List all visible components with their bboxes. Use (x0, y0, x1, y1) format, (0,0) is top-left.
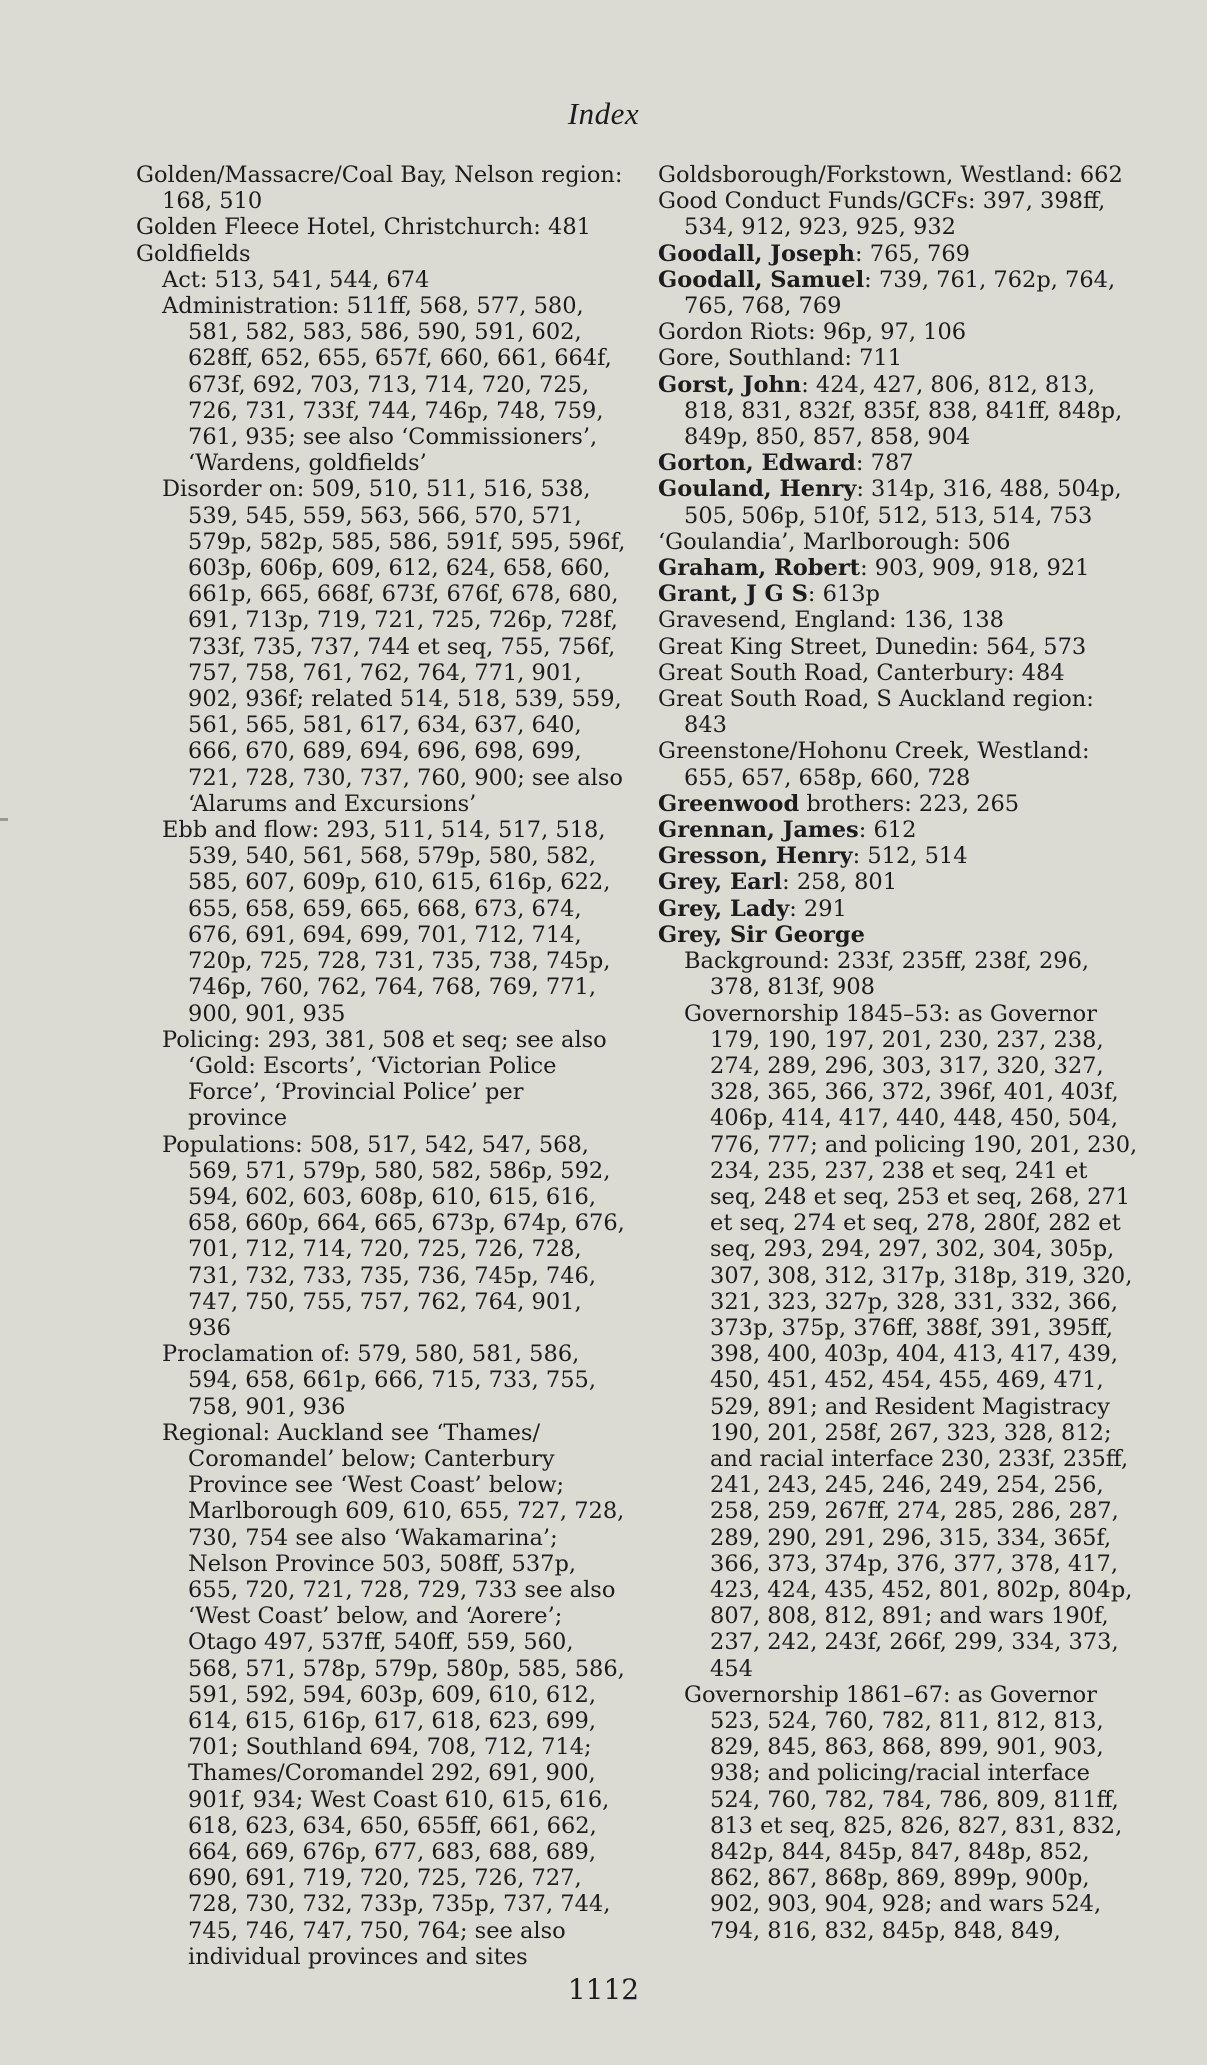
entry-text: Proclamation of: 579, 580, 581, 586, 594, 658, 661p, 666, 715, 733, 755, 758, 901, 936 (162, 1341, 596, 1420)
index-entry (658, 267, 1138, 319)
entry-name: Grant, J G S (658, 581, 808, 608)
page-title: Index (567, 96, 640, 131)
index-subentry (162, 1341, 626, 1420)
index-entry (658, 319, 1138, 345)
entry-text: Act: 513, 541, 544, 674 (162, 266, 430, 293)
entry-text: Great South Road, Canterbury: 484 (658, 659, 1065, 686)
index-subentry (162, 476, 626, 817)
index-subentry (162, 1132, 626, 1342)
entry-text: : 787 (855, 450, 914, 477)
entry-text: Great King Street, Dunedin: 564, 573 (658, 633, 1087, 660)
index-entry (658, 922, 1138, 948)
entry-name: Greenwood (658, 790, 800, 817)
index-entry (658, 791, 1138, 817)
entry-text: Great South Road, S Auckland region: 843 (658, 686, 1094, 739)
entry-text: : 512, 514 (852, 843, 968, 870)
index-entry (658, 607, 1138, 633)
entry-name: Gorton, Edward (658, 450, 856, 477)
index-subentry (684, 948, 1138, 1000)
index-entry (136, 162, 626, 214)
entry-name: Gorst, John (658, 371, 802, 398)
index-column-left (136, 162, 626, 1970)
index-entry (658, 738, 1138, 790)
entry-text: Gore, Southland: 711 (658, 345, 903, 372)
index-column-right (658, 162, 1138, 1944)
entry-name: Goodall, Joseph (658, 240, 856, 267)
entry-text: Governorship 1861–67: as Governor 523, 524, 760, 782, 811, 812, 813, 829, 845, 863, 868, 899, 901, 903, 938; and policing/racial interface 524, 760, 782, 784, 786, 809, 811ff, 813 et seq, 825, 826, 827, 831, 832, 842p, 844, 845p, 847, 848p, 852, 862, 867, 868p, 869, 899p, 900p, 902, 903, 904, 928; and wars 524, 794, 816, 832, 845p, 848, 849, (684, 1681, 1123, 1944)
index-entry (658, 869, 1138, 895)
entry-name: Grey, Sir George (658, 921, 865, 948)
entry-text: : 903, 909, 918, 921 (860, 555, 1090, 582)
index-subentry (162, 1420, 626, 1970)
entry-text: Disorder on: 509, 510, 511, 516, 538, 539, 545, 559, 563, 566, 570, 571, 579p, 582p, 585, 586, 591f, 595, 596f, 603p, 606p, 609, 612, 624, 658, 660, 661p, 665, 668f, 673f, 676f, 678, 680, 691, 713p, 719, 721, 725, 726p, 728f, 733f, 735, 737, 744 et seq, 755, 756f, 757, 758, 761, 762, 764, 771, 901, 902, 936f; related 514, 518, 539, 559, 561, 565, 581, 617, 634, 637, 640, 666, 670, 689, 694, 696, 698, 699, 721, 728, 730, 737, 760, 900; see also ‘Alarums and Excursions’ (162, 476, 626, 817)
index-entry (136, 214, 626, 240)
index-entry (658, 634, 1138, 660)
index-entry (658, 241, 1138, 267)
entry-text: Ebb and flow: 293, 511, 514, 517, 518, 539, 540, 561, 568, 579p, 580, 582, 585, 607, 609p, 610, 615, 616p, 622, 655, 658, 659, 665, 668, 673, 674, 676, 691, 694, 699, 701, 712, 714, 720p, 725, 728, 731, 735, 738, 745p, 746p, 760, 762, 764, 768, 769, 771, 900, 901, 935 (162, 817, 611, 1027)
entry-name: Grennan, James (658, 817, 859, 844)
entry-text: Golden/Massacre/Coal Bay, Nelson region: 168, 510 (136, 162, 623, 215)
index-entry (658, 817, 1138, 843)
index-entry (658, 529, 1138, 555)
entry-text: : 258, 801 (782, 869, 898, 896)
entry-text: ‘Goulandia’, Marlborough: 506 (658, 528, 1011, 555)
index-subentry (162, 267, 626, 293)
index-subentry (162, 817, 626, 1027)
entry-text: Gravesend, England: 136, 138 (658, 607, 1004, 634)
entry-name: Graham, Robert (658, 555, 861, 582)
index-entry (658, 686, 1138, 738)
entry-text: Policing: 293, 381, 508 et seq; see also ‘Gold: Escorts’, ‘Victorian Police Force’, ‘Provincial Police’ per province (162, 1026, 607, 1132)
entry-text: Goldsborough/Forkstown, Westland: 662 (658, 162, 1123, 188)
index-entry (658, 345, 1138, 371)
index-entry (658, 660, 1138, 686)
margin-mark (0, 818, 8, 821)
entry-text: : 291 (789, 895, 847, 922)
index-subentry (162, 1027, 626, 1132)
entry-text: : 424, 427, 806, 812, 813, 818, 831, 832f, 835f, 838, 841ff, 848p, 849p, 850, 857, 858, 904 (684, 371, 1123, 451)
index-subentry (684, 1001, 1138, 1682)
index-entry (658, 555, 1138, 581)
entry-name: Gouland, Henry (658, 476, 857, 503)
index-entry (658, 450, 1138, 476)
entry-text: brothers: 223, 265 (799, 790, 1020, 817)
entry-name: Goodall, Samuel (658, 266, 865, 293)
index-entry (658, 162, 1138, 188)
entry-name: Grey, Earl (658, 869, 783, 896)
entry-text: Background: 233f, 235ff, 238f, 296, 378, 813f, 908 (684, 948, 1090, 1001)
entry-text: : 612 (858, 817, 917, 844)
entry-text: Greenstone/Hohonu Creek, Westland: 655, 657, 658p, 660, 728 (658, 738, 1090, 791)
entry-text: Governorship 1845–53: as Governor 179, 190, 197, 201, 230, 237, 238, 274, 289, 296, 303, 317, 320, 327, 328, 365, 366, 372, 396f, 401, 403f, 406p, 414, 417, 440, 448, 450, 504, 776, 777; and policing 190, 201, 230, 234, 235, 237, 238 et seq, 241 et seq, 248 et seq, 253 et seq, 268, 271 et seq, 274 et seq, 278, 280f, 282 et seq, 293, 294, 297, 302, 304, 305p, 307, 308, 312, 317p, 318p, 319, 320, 321, 323, 327p, 328, 331, 332, 366, 373p, 375p, 376ff, 388f, 391, 395ff, 398, 400, 403p, 404, 413, 417, 439, 450, 451, 452, 454, 455, 469, 471, 529, 891; and Resident Magistracy 190, 201, 258f, 267, 323, 328, 812; and racial interface 230, 233f, 235ff, 241, 243, 245, 246, 249, 254, 256, 258, 259, 267ff, 274, 285, 286, 287, 289, 290, 291, 296, 315, 334, 365f, 366, 373, 374p, 376, 377, 378, 417, 423, 424, 435, 452, 801, 802p, 804p, 807, 808, 812, 891; and wars 190f, 237, 242, 243f, 266f, 299, 334, 373, 454 (684, 1000, 1138, 1682)
entry-text: Golden Fleece Hotel, Christchurch: 481 (136, 214, 591, 241)
entry-text: Administration: 511ff, 568, 577, 580, 581, 582, 583, 586, 590, 591, 602, 628ff, 652, 655, 657f, 660, 661, 664f, 673f, 692, 703, 713, 714, 720, 725, 726, 731, 733f, 744, 746p, 748, 759, 761, 935; see also ‘Commissioners’, ‘Wardens, goldfields’ (162, 293, 612, 477)
index-entry (658, 896, 1138, 922)
entry-text: : 613p (807, 581, 880, 608)
index-subentry (162, 293, 626, 476)
entry-text: : 314p, 316, 488, 504p, 505, 506p, 510f, 512, 513, 514, 753 (684, 476, 1122, 529)
entry-text: : 739, 761, 762p, 764, 765, 768, 769 (684, 266, 1116, 320)
entry-text: Populations: 508, 517, 542, 547, 568, 569, 571, 579p, 580, 582, 586p, 592, 594, 602, 603, 608p, 610, 615, 616, 658, 660p, 664, 665, 673p, 674p, 676, 701, 712, 714, 720, 725, 726, 728, 731, 732, 733, 735, 736, 745p, 746, 747, 750, 755, 757, 762, 764, 901, 936 (162, 1131, 625, 1341)
index-entry (136, 241, 626, 267)
index-entry (658, 476, 1138, 528)
index-entry (658, 843, 1138, 869)
entry-text: : 765, 769 (855, 240, 970, 267)
entry-text: Good Conduct Funds/GCFs: 397, 398ff, 534, 912, 923, 925, 932 (658, 188, 1106, 241)
entry-name: Grey, Lady (658, 895, 790, 922)
entry-text: Goldfields (136, 240, 251, 267)
index-entry (658, 372, 1138, 451)
entry-text: Regional: Auckland see ‘Thames/ Coromandel’ below; Canterbury Province see ‘West Coast’ below; Marlborough 609, 610, 655, 727, 728, 730, 754 see also ‘Wakamarina’; Nelson Province 503, 508ff, 537p, 655, 720, 721, 728, 729, 733 see also ‘West Coast’ below, and ‘Aorere’; Otago 497, 537ff, 540ff, 559, 560, 568, 571, 578p, 579p, 580p, 585, 586, 591, 592, 594, 603p, 609, 610, 612, 614, 615, 616p, 617, 618, 623, 699, 701; Southland 694, 708, 712, 714; Thames/Coromandel 292, 691, 900, 901f, 934; West Coast 610, 615, 616, 618, 623, 634, 650, 655ff, 661, 662, 664, 669, 676p, 677, 683, 688, 689, 690, 691, 719, 720, 725, 726, 727, 728, 730, 732, 733p, 735p, 737, 744, 745, 746, 747, 750, 764; see also individual provinces and sites (162, 1419, 625, 1970)
index-subentry (684, 1682, 1138, 1944)
index-entry (658, 188, 1138, 240)
page-number: 1112 (567, 1973, 640, 2006)
entry-text: Gordon Riots: 96p, 97, 106 (658, 319, 967, 346)
index-entry (658, 581, 1138, 607)
entry-name: Gresson, Henry (658, 843, 853, 870)
